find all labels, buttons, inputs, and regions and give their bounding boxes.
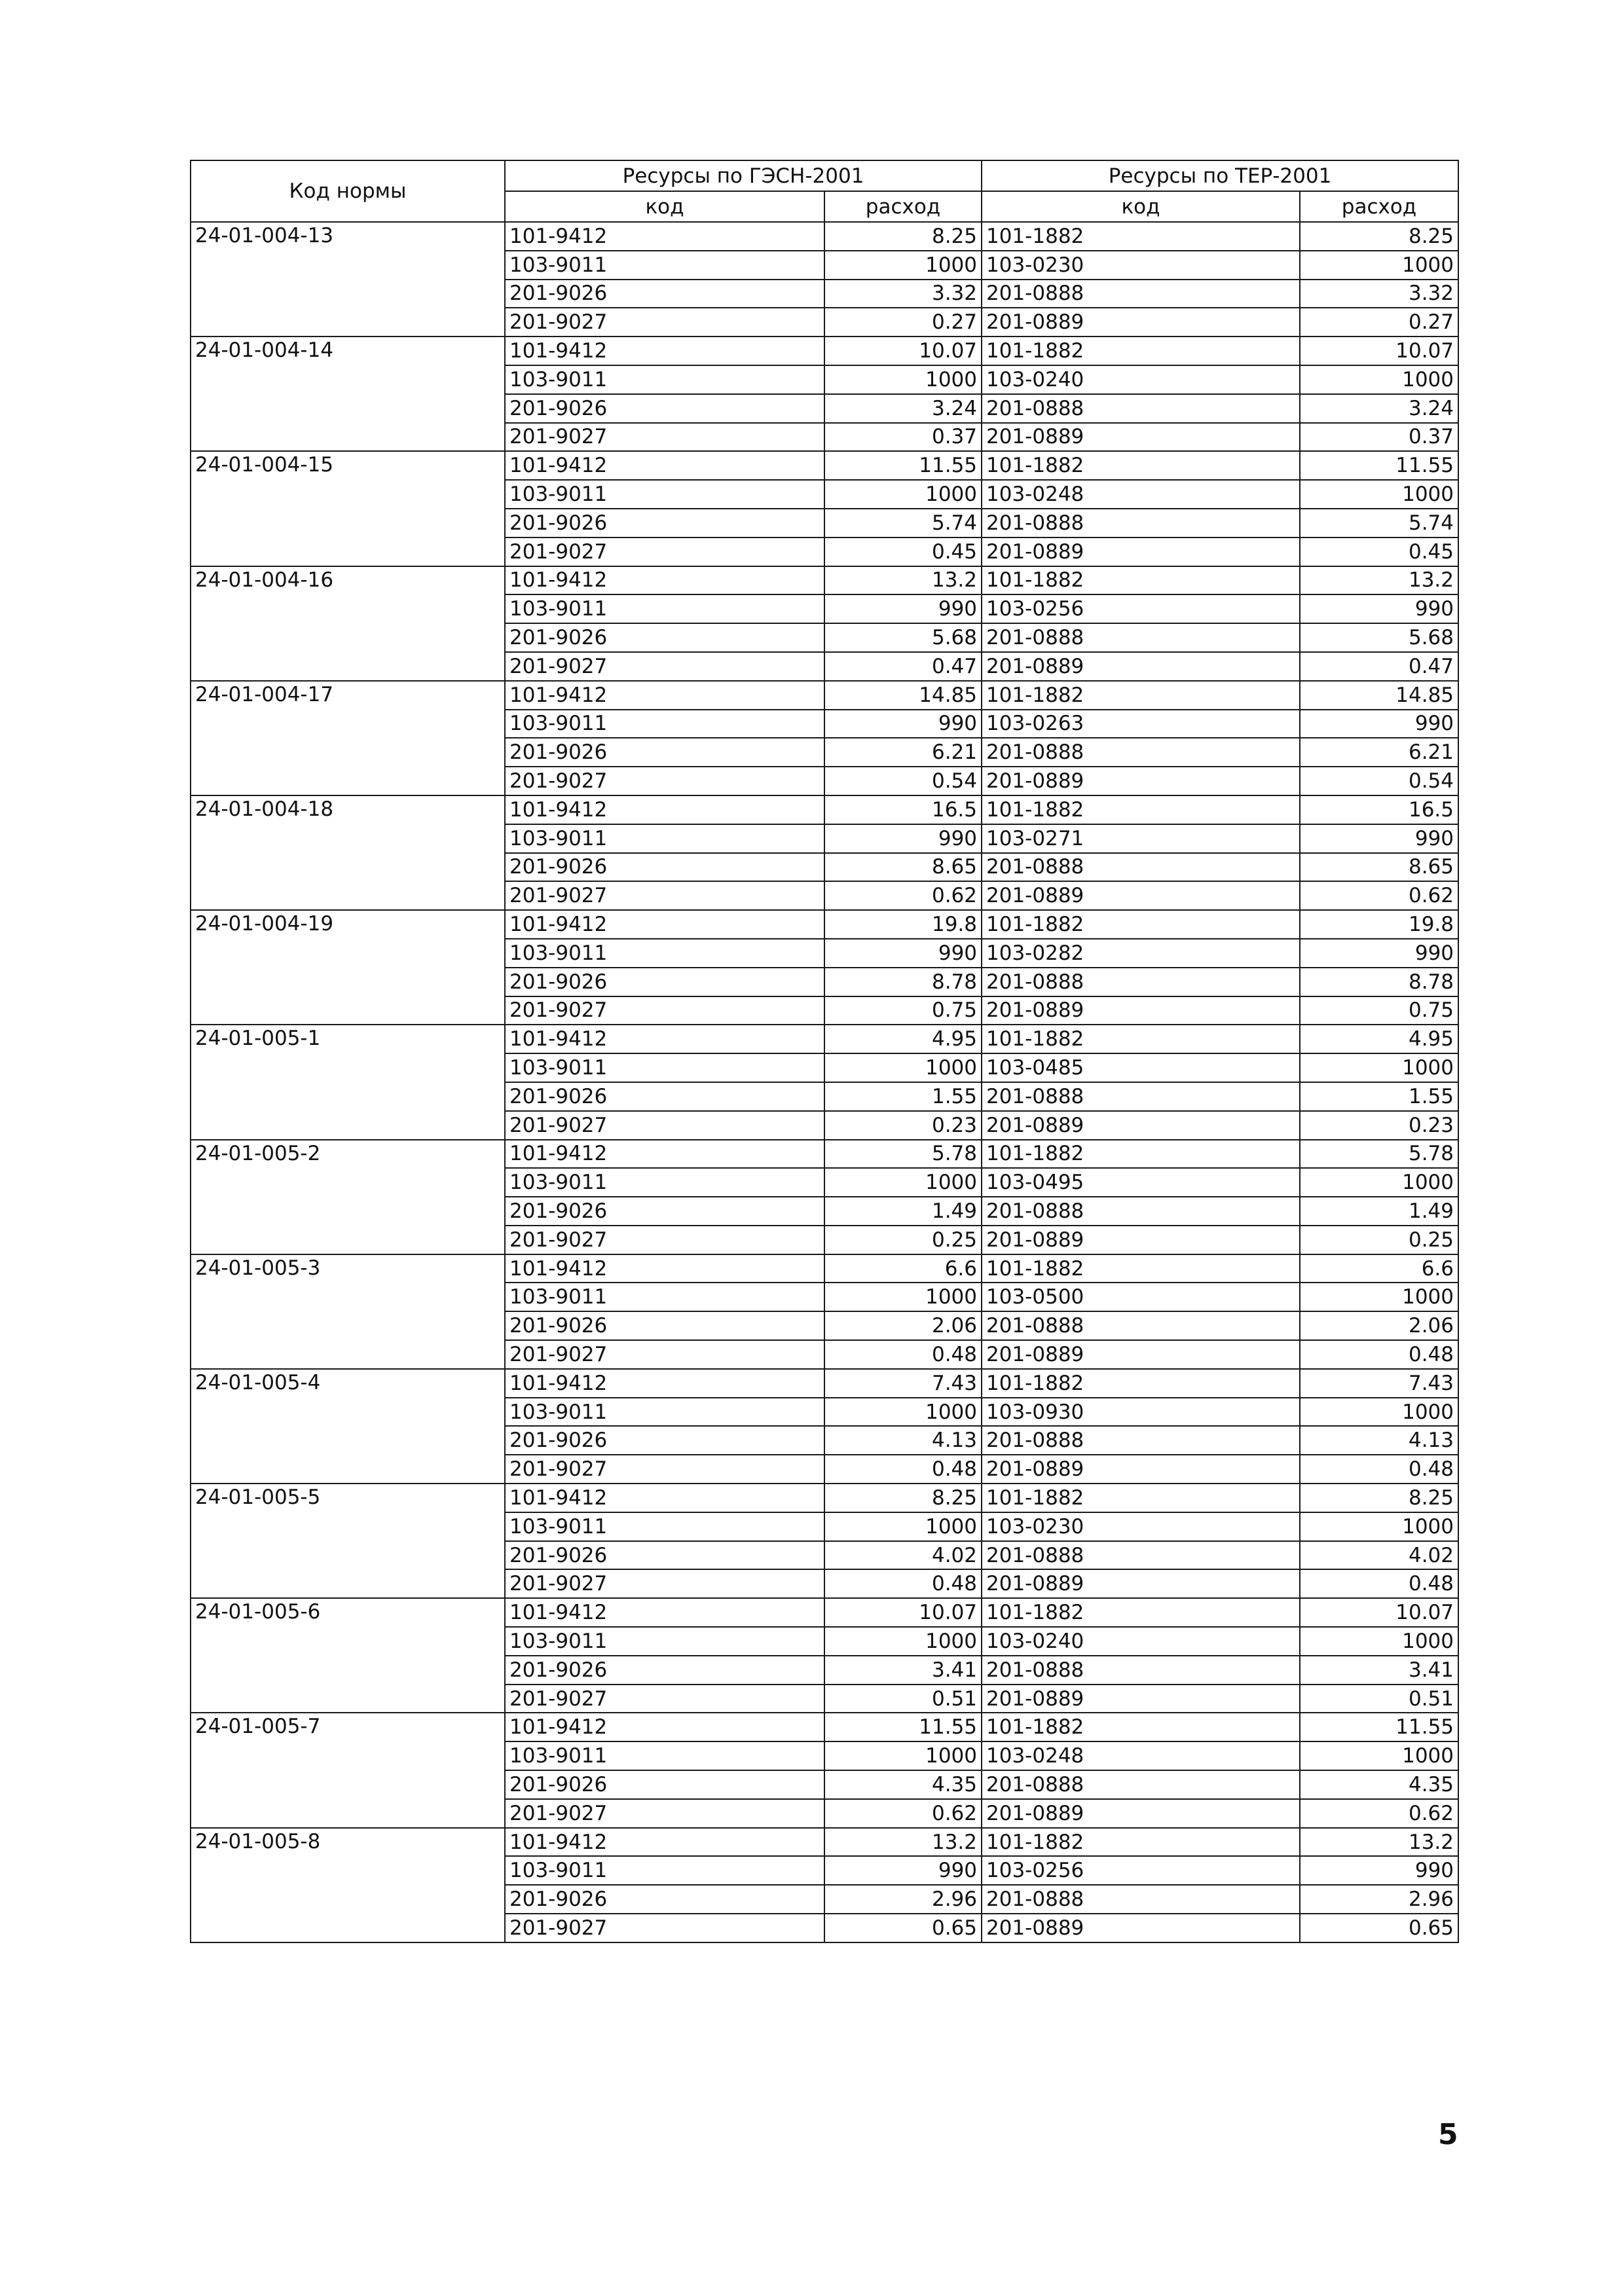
gesn-code-cell: 101-9412 bbox=[505, 1369, 824, 1398]
ter-rate-cell: 0.23 bbox=[1300, 1111, 1458, 1140]
gesn-code-cell: 201-9026 bbox=[505, 509, 824, 538]
gesn-code-cell: 101-9412 bbox=[505, 337, 824, 365]
gesn-rate-cell: 4.13 bbox=[824, 1426, 982, 1455]
ter-rate-cell: 0.37 bbox=[1300, 423, 1458, 452]
ter-rate-cell: 1000 bbox=[1300, 1512, 1458, 1541]
ter-rate-cell: 4.13 bbox=[1300, 1426, 1458, 1455]
ter-code-cell: 201-0888 bbox=[982, 1311, 1300, 1340]
header-gesn-code: код bbox=[505, 191, 824, 222]
ter-rate-cell: 0.65 bbox=[1300, 1914, 1458, 1942]
ter-code-cell: 201-0889 bbox=[982, 652, 1300, 681]
gesn-rate-cell: 0.27 bbox=[824, 308, 982, 337]
gesn-rate-cell: 11.55 bbox=[824, 451, 982, 480]
gesn-code-cell: 103-9011 bbox=[505, 710, 824, 738]
ter-rate-cell: 0.51 bbox=[1300, 1685, 1458, 1713]
ter-code-cell: 201-0888 bbox=[982, 280, 1300, 308]
ter-code-cell: 103-0500 bbox=[982, 1283, 1300, 1311]
table-row bbox=[191, 222, 1458, 251]
header-ter-resources: Ресурсы по ТЕР-2001 bbox=[982, 160, 1458, 191]
gesn-code-cell: 201-9027 bbox=[505, 1111, 824, 1140]
table-row bbox=[191, 566, 1458, 595]
ter-rate-cell: 1000 bbox=[1300, 1053, 1458, 1082]
ter-rate-cell: 990 bbox=[1300, 824, 1458, 853]
gesn-code-cell: 201-9026 bbox=[505, 623, 824, 652]
gesn-code-cell: 201-9026 bbox=[505, 1426, 824, 1455]
ter-rate-cell: 0.45 bbox=[1300, 538, 1458, 566]
ter-code-cell: 103-0248 bbox=[982, 1741, 1300, 1770]
gesn-code-cell: 201-9026 bbox=[505, 280, 824, 308]
norm-code-cell: 24-01-004-16 bbox=[191, 566, 505, 681]
gesn-rate-cell: 1000 bbox=[824, 1398, 982, 1427]
table-header bbox=[191, 160, 1458, 222]
table-row bbox=[191, 1484, 1458, 1512]
ter-code-cell: 201-0889 bbox=[982, 767, 1300, 795]
gesn-rate-cell: 0.48 bbox=[824, 1340, 982, 1369]
ter-code-cell: 201-0888 bbox=[982, 623, 1300, 652]
gesn-code-cell: 101-9412 bbox=[505, 451, 824, 480]
ter-code-cell: 101-1882 bbox=[982, 681, 1300, 710]
gesn-rate-cell: 1000 bbox=[824, 1283, 982, 1311]
ter-code-cell: 201-0889 bbox=[982, 1914, 1300, 1942]
ter-code-cell: 101-1882 bbox=[982, 1484, 1300, 1512]
ter-rate-cell: 1000 bbox=[1300, 1168, 1458, 1197]
ter-rate-cell: 19.8 bbox=[1300, 910, 1458, 939]
gesn-rate-cell: 990 bbox=[824, 824, 982, 853]
table-row bbox=[191, 337, 1458, 365]
ter-code-cell: 101-1882 bbox=[982, 1713, 1300, 1741]
gesn-rate-cell: 0.62 bbox=[824, 1799, 982, 1828]
ter-rate-cell: 2.96 bbox=[1300, 1885, 1458, 1914]
gesn-code-cell: 101-9412 bbox=[505, 910, 824, 939]
gesn-rate-cell: 3.32 bbox=[824, 280, 982, 308]
gesn-code-cell: 101-9412 bbox=[505, 795, 824, 824]
ter-code-cell: 101-1882 bbox=[982, 222, 1300, 251]
gesn-code-cell: 101-9412 bbox=[505, 1713, 824, 1741]
gesn-rate-cell: 1000 bbox=[824, 1627, 982, 1656]
gesn-code-cell: 103-9011 bbox=[505, 1741, 824, 1770]
ter-rate-cell: 0.47 bbox=[1300, 652, 1458, 681]
ter-rate-cell: 1000 bbox=[1300, 365, 1458, 394]
gesn-rate-cell: 8.25 bbox=[824, 1484, 982, 1512]
gesn-code-cell: 101-9412 bbox=[505, 681, 824, 710]
gesn-rate-cell: 1000 bbox=[824, 1168, 982, 1197]
ter-code-cell: 101-1882 bbox=[982, 1598, 1300, 1627]
gesn-rate-cell: 1000 bbox=[824, 365, 982, 394]
ter-code-cell: 201-0888 bbox=[982, 1656, 1300, 1685]
ter-rate-cell: 990 bbox=[1300, 594, 1458, 623]
ter-rate-cell: 1.49 bbox=[1300, 1197, 1458, 1226]
norm-code-cell: 24-01-005-1 bbox=[191, 1025, 505, 1139]
gesn-code-cell: 101-9412 bbox=[505, 1254, 824, 1283]
ter-rate-cell: 0.48 bbox=[1300, 1455, 1458, 1484]
header-norm-code: Код нормы bbox=[191, 160, 505, 222]
gesn-code-cell: 201-9026 bbox=[505, 1082, 824, 1111]
ter-code-cell: 101-1882 bbox=[982, 1025, 1300, 1053]
resources-table bbox=[190, 160, 1459, 1943]
gesn-rate-cell: 990 bbox=[824, 939, 982, 968]
page-number: 5 bbox=[1438, 2118, 1458, 2151]
gesn-code-cell: 103-9011 bbox=[505, 1627, 824, 1656]
gesn-rate-cell: 0.75 bbox=[824, 996, 982, 1025]
gesn-code-cell: 201-9026 bbox=[505, 968, 824, 996]
gesn-code-cell: 201-9027 bbox=[505, 538, 824, 566]
norm-code-cell: 24-01-005-3 bbox=[191, 1254, 505, 1369]
gesn-rate-cell: 0.23 bbox=[824, 1111, 982, 1140]
gesn-code-cell: 103-9011 bbox=[505, 939, 824, 968]
ter-rate-cell: 1000 bbox=[1300, 251, 1458, 280]
gesn-rate-cell: 8.25 bbox=[824, 222, 982, 251]
ter-code-cell: 201-0888 bbox=[982, 853, 1300, 882]
norm-code-cell: 24-01-005-2 bbox=[191, 1140, 505, 1254]
ter-code-cell: 201-0889 bbox=[982, 1455, 1300, 1484]
norm-code-cell: 24-01-004-14 bbox=[191, 337, 505, 451]
ter-rate-cell: 0.48 bbox=[1300, 1569, 1458, 1598]
ter-rate-cell: 1000 bbox=[1300, 1398, 1458, 1427]
ter-rate-cell: 14.85 bbox=[1300, 681, 1458, 710]
ter-rate-cell: 7.43 bbox=[1300, 1369, 1458, 1398]
ter-code-cell: 201-0888 bbox=[982, 1541, 1300, 1570]
ter-rate-cell: 6.21 bbox=[1300, 738, 1458, 767]
ter-code-cell: 103-0248 bbox=[982, 480, 1300, 509]
gesn-rate-cell: 1.49 bbox=[824, 1197, 982, 1226]
table-row bbox=[191, 910, 1458, 939]
ter-rate-cell: 5.68 bbox=[1300, 623, 1458, 652]
gesn-code-cell: 201-9027 bbox=[505, 1455, 824, 1484]
ter-code-cell: 103-0230 bbox=[982, 251, 1300, 280]
gesn-code-cell: 201-9027 bbox=[505, 1685, 824, 1713]
ter-rate-cell: 0.62 bbox=[1300, 1799, 1458, 1828]
ter-code-cell: 201-0888 bbox=[982, 1885, 1300, 1914]
gesn-code-cell: 201-9027 bbox=[505, 423, 824, 452]
gesn-code-cell: 103-9011 bbox=[505, 1283, 824, 1311]
ter-code-cell: 201-0889 bbox=[982, 1226, 1300, 1254]
gesn-code-cell: 101-9412 bbox=[505, 1828, 824, 1857]
ter-code-cell: 101-1882 bbox=[982, 451, 1300, 480]
ter-rate-cell: 0.62 bbox=[1300, 881, 1458, 910]
table-row bbox=[191, 681, 1458, 710]
gesn-rate-cell: 2.96 bbox=[824, 1885, 982, 1914]
ter-rate-cell: 1000 bbox=[1300, 1283, 1458, 1311]
ter-code-cell: 201-0888 bbox=[982, 394, 1300, 423]
gesn-code-cell: 103-9011 bbox=[505, 365, 824, 394]
gesn-rate-cell: 5.74 bbox=[824, 509, 982, 538]
ter-code-cell: 201-0889 bbox=[982, 881, 1300, 910]
gesn-code-cell: 103-9011 bbox=[505, 1856, 824, 1885]
gesn-code-cell: 201-9026 bbox=[505, 1885, 824, 1914]
norm-code-cell: 24-01-005-6 bbox=[191, 1598, 505, 1713]
norm-code-cell: 24-01-004-15 bbox=[191, 451, 505, 566]
ter-rate-cell: 0.48 bbox=[1300, 1340, 1458, 1369]
gesn-code-cell: 101-9412 bbox=[505, 1484, 824, 1512]
ter-code-cell: 101-1882 bbox=[982, 566, 1300, 595]
gesn-code-cell: 201-9026 bbox=[505, 1770, 824, 1799]
gesn-code-cell: 103-9011 bbox=[505, 594, 824, 623]
norm-code-cell: 24-01-004-19 bbox=[191, 910, 505, 1025]
ter-rate-cell: 990 bbox=[1300, 939, 1458, 968]
ter-rate-cell: 8.65 bbox=[1300, 853, 1458, 882]
ter-rate-cell: 1000 bbox=[1300, 480, 1458, 509]
gesn-rate-cell: 2.06 bbox=[824, 1311, 982, 1340]
gesn-rate-cell: 1000 bbox=[824, 1512, 982, 1541]
ter-rate-cell: 13.2 bbox=[1300, 1828, 1458, 1857]
ter-rate-cell: 1000 bbox=[1300, 1741, 1458, 1770]
gesn-rate-cell: 5.68 bbox=[824, 623, 982, 652]
table-row bbox=[191, 1713, 1458, 1741]
header-ter-rate: расход bbox=[1300, 191, 1458, 222]
ter-code-cell: 201-0888 bbox=[982, 1770, 1300, 1799]
ter-rate-cell: 6.6 bbox=[1300, 1254, 1458, 1283]
gesn-rate-cell: 1000 bbox=[824, 1741, 982, 1770]
gesn-code-cell: 201-9027 bbox=[505, 308, 824, 337]
gesn-code-cell: 103-9011 bbox=[505, 480, 824, 509]
gesn-code-cell: 201-9027 bbox=[505, 767, 824, 795]
ter-code-cell: 103-0485 bbox=[982, 1053, 1300, 1082]
gesn-code-cell: 201-9027 bbox=[505, 1226, 824, 1254]
header-ter-code: код bbox=[982, 191, 1300, 222]
ter-code-cell: 101-1882 bbox=[982, 1254, 1300, 1283]
gesn-rate-cell: 4.95 bbox=[824, 1025, 982, 1053]
gesn-rate-cell: 0.48 bbox=[824, 1455, 982, 1484]
gesn-code-cell: 103-9011 bbox=[505, 824, 824, 853]
ter-code-cell: 201-0889 bbox=[982, 308, 1300, 337]
ter-code-cell: 101-1882 bbox=[982, 1140, 1300, 1169]
table-row bbox=[191, 1025, 1458, 1053]
gesn-rate-cell: 14.85 bbox=[824, 681, 982, 710]
ter-rate-cell: 3.41 bbox=[1300, 1656, 1458, 1685]
ter-rate-cell: 0.54 bbox=[1300, 767, 1458, 795]
gesn-rate-cell: 0.65 bbox=[824, 1914, 982, 1942]
ter-rate-cell: 3.32 bbox=[1300, 280, 1458, 308]
gesn-rate-cell: 11.55 bbox=[824, 1713, 982, 1741]
gesn-rate-cell: 1.55 bbox=[824, 1082, 982, 1111]
gesn-rate-cell: 13.2 bbox=[824, 566, 982, 595]
ter-code-cell: 201-0889 bbox=[982, 423, 1300, 452]
gesn-code-cell: 201-9027 bbox=[505, 881, 824, 910]
ter-code-cell: 201-0888 bbox=[982, 738, 1300, 767]
gesn-code-cell: 103-9011 bbox=[505, 1053, 824, 1082]
ter-rate-cell: 5.78 bbox=[1300, 1140, 1458, 1169]
ter-code-cell: 201-0888 bbox=[982, 1197, 1300, 1226]
ter-rate-cell: 11.55 bbox=[1300, 1713, 1458, 1741]
gesn-rate-cell: 5.78 bbox=[824, 1140, 982, 1169]
ter-rate-cell: 13.2 bbox=[1300, 566, 1458, 595]
gesn-rate-cell: 3.41 bbox=[824, 1656, 982, 1685]
gesn-rate-cell: 990 bbox=[824, 1856, 982, 1885]
gesn-rate-cell: 6.6 bbox=[824, 1254, 982, 1283]
gesn-rate-cell: 0.51 bbox=[824, 1685, 982, 1713]
gesn-rate-cell: 3.24 bbox=[824, 394, 982, 423]
gesn-code-cell: 201-9026 bbox=[505, 853, 824, 882]
ter-rate-cell: 8.78 bbox=[1300, 968, 1458, 996]
gesn-code-cell: 201-9026 bbox=[505, 1197, 824, 1226]
ter-code-cell: 101-1882 bbox=[982, 337, 1300, 365]
gesn-code-cell: 201-9026 bbox=[505, 738, 824, 767]
table-row bbox=[191, 1369, 1458, 1398]
ter-code-cell: 103-0495 bbox=[982, 1168, 1300, 1197]
gesn-rate-cell: 10.07 bbox=[824, 1598, 982, 1627]
gesn-rate-cell: 0.37 bbox=[824, 423, 982, 452]
ter-code-cell: 201-0888 bbox=[982, 968, 1300, 996]
gesn-code-cell: 101-9412 bbox=[505, 1025, 824, 1053]
gesn-code-cell: 101-9412 bbox=[505, 1598, 824, 1627]
gesn-rate-cell: 0.48 bbox=[824, 1569, 982, 1598]
gesn-rate-cell: 4.02 bbox=[824, 1541, 982, 1570]
gesn-rate-cell: 0.25 bbox=[824, 1226, 982, 1254]
norm-code-cell: 24-01-004-18 bbox=[191, 795, 505, 910]
gesn-rate-cell: 0.62 bbox=[824, 881, 982, 910]
gesn-code-cell: 201-9027 bbox=[505, 1799, 824, 1828]
ter-code-cell: 103-0240 bbox=[982, 365, 1300, 394]
ter-code-cell: 201-0889 bbox=[982, 1685, 1300, 1713]
ter-rate-cell: 8.25 bbox=[1300, 1484, 1458, 1512]
gesn-rate-cell: 990 bbox=[824, 594, 982, 623]
gesn-code-cell: 101-9412 bbox=[505, 566, 824, 595]
ter-code-cell: 101-1882 bbox=[982, 795, 1300, 824]
gesn-code-cell: 103-9011 bbox=[505, 1512, 824, 1541]
ter-rate-cell: 990 bbox=[1300, 1856, 1458, 1885]
ter-rate-cell: 10.07 bbox=[1300, 1598, 1458, 1627]
ter-rate-cell: 3.24 bbox=[1300, 394, 1458, 423]
gesn-rate-cell: 13.2 bbox=[824, 1828, 982, 1857]
table-row bbox=[191, 1140, 1458, 1169]
ter-rate-cell: 990 bbox=[1300, 710, 1458, 738]
norm-code-cell: 24-01-005-4 bbox=[191, 1369, 505, 1484]
ter-code-cell: 103-0256 bbox=[982, 594, 1300, 623]
norm-code-cell: 24-01-005-5 bbox=[191, 1484, 505, 1598]
gesn-code-cell: 201-9027 bbox=[505, 1569, 824, 1598]
ter-code-cell: 103-0240 bbox=[982, 1627, 1300, 1656]
gesn-rate-cell: 6.21 bbox=[824, 738, 982, 767]
gesn-rate-cell: 0.47 bbox=[824, 652, 982, 681]
ter-rate-cell: 0.25 bbox=[1300, 1226, 1458, 1254]
ter-rate-cell: 10.07 bbox=[1300, 337, 1458, 365]
header-gesn-rate: расход bbox=[824, 191, 982, 222]
gesn-code-cell: 101-9412 bbox=[505, 1140, 824, 1169]
gesn-code-cell: 201-9027 bbox=[505, 1914, 824, 1942]
norm-code-cell: 24-01-004-17 bbox=[191, 681, 505, 795]
header-gesn-resources: Ресурсы по ГЭСН-2001 bbox=[505, 160, 982, 191]
ter-code-cell: 201-0888 bbox=[982, 1426, 1300, 1455]
ter-rate-cell: 1.55 bbox=[1300, 1082, 1458, 1111]
ter-code-cell: 201-0888 bbox=[982, 1082, 1300, 1111]
norm-code-cell: 24-01-004-13 bbox=[191, 222, 505, 337]
gesn-code-cell: 201-9027 bbox=[505, 1340, 824, 1369]
gesn-code-cell: 201-9026 bbox=[505, 1541, 824, 1570]
ter-rate-cell: 0.27 bbox=[1300, 308, 1458, 337]
ter-code-cell: 201-0889 bbox=[982, 538, 1300, 566]
ter-rate-cell: 4.02 bbox=[1300, 1541, 1458, 1570]
ter-rate-cell: 1000 bbox=[1300, 1627, 1458, 1656]
table-row bbox=[191, 1828, 1458, 1857]
gesn-rate-cell: 0.45 bbox=[824, 538, 982, 566]
ter-code-cell: 201-0889 bbox=[982, 1340, 1300, 1369]
gesn-rate-cell: 8.78 bbox=[824, 968, 982, 996]
ter-code-cell: 103-0282 bbox=[982, 939, 1300, 968]
norm-code-cell: 24-01-005-7 bbox=[191, 1713, 505, 1827]
gesn-rate-cell: 7.43 bbox=[824, 1369, 982, 1398]
ter-rate-cell: 16.5 bbox=[1300, 795, 1458, 824]
ter-code-cell: 103-0271 bbox=[982, 824, 1300, 853]
ter-code-cell: 201-0889 bbox=[982, 1569, 1300, 1598]
ter-rate-cell: 11.55 bbox=[1300, 451, 1458, 480]
gesn-rate-cell: 16.5 bbox=[824, 795, 982, 824]
gesn-rate-cell: 0.54 bbox=[824, 767, 982, 795]
ter-code-cell: 201-0889 bbox=[982, 1799, 1300, 1828]
ter-rate-cell: 8.25 bbox=[1300, 222, 1458, 251]
ter-code-cell: 101-1882 bbox=[982, 1369, 1300, 1398]
norm-code-cell: 24-01-005-8 bbox=[191, 1828, 505, 1942]
ter-code-cell: 201-0889 bbox=[982, 996, 1300, 1025]
gesn-rate-cell: 4.35 bbox=[824, 1770, 982, 1799]
ter-code-cell: 103-0230 bbox=[982, 1512, 1300, 1541]
ter-code-cell: 201-0889 bbox=[982, 1111, 1300, 1140]
gesn-code-cell: 103-9011 bbox=[505, 1398, 824, 1427]
gesn-code-cell: 201-9026 bbox=[505, 1311, 824, 1340]
gesn-rate-cell: 1000 bbox=[824, 1053, 982, 1082]
ter-code-cell: 101-1882 bbox=[982, 1828, 1300, 1857]
ter-rate-cell: 4.35 bbox=[1300, 1770, 1458, 1799]
ter-rate-cell: 2.06 bbox=[1300, 1311, 1458, 1340]
gesn-code-cell: 103-9011 bbox=[505, 1168, 824, 1197]
ter-code-cell: 101-1882 bbox=[982, 910, 1300, 939]
table-row bbox=[191, 1598, 1458, 1627]
gesn-code-cell: 201-9027 bbox=[505, 652, 824, 681]
gesn-rate-cell: 990 bbox=[824, 710, 982, 738]
ter-rate-cell: 5.74 bbox=[1300, 509, 1458, 538]
ter-code-cell: 201-0888 bbox=[982, 509, 1300, 538]
ter-code-cell: 103-0930 bbox=[982, 1398, 1300, 1427]
gesn-code-cell: 201-9026 bbox=[505, 1656, 824, 1685]
table-row bbox=[191, 795, 1458, 824]
table-body bbox=[191, 222, 1458, 1942]
table-row bbox=[191, 451, 1458, 480]
gesn-code-cell: 201-9027 bbox=[505, 996, 824, 1025]
ter-rate-cell: 4.95 bbox=[1300, 1025, 1458, 1053]
gesn-rate-cell: 1000 bbox=[824, 251, 982, 280]
gesn-code-cell: 201-9026 bbox=[505, 394, 824, 423]
ter-code-cell: 103-0256 bbox=[982, 1856, 1300, 1885]
gesn-rate-cell: 1000 bbox=[824, 480, 982, 509]
gesn-rate-cell: 10.07 bbox=[824, 337, 982, 365]
ter-rate-cell: 0.75 bbox=[1300, 996, 1458, 1025]
gesn-rate-cell: 19.8 bbox=[824, 910, 982, 939]
ter-code-cell: 103-0263 bbox=[982, 710, 1300, 738]
gesn-rate-cell: 8.65 bbox=[824, 853, 982, 882]
table-row bbox=[191, 1254, 1458, 1283]
gesn-code-cell: 101-9412 bbox=[505, 222, 824, 251]
gesn-code-cell: 103-9011 bbox=[505, 251, 824, 280]
